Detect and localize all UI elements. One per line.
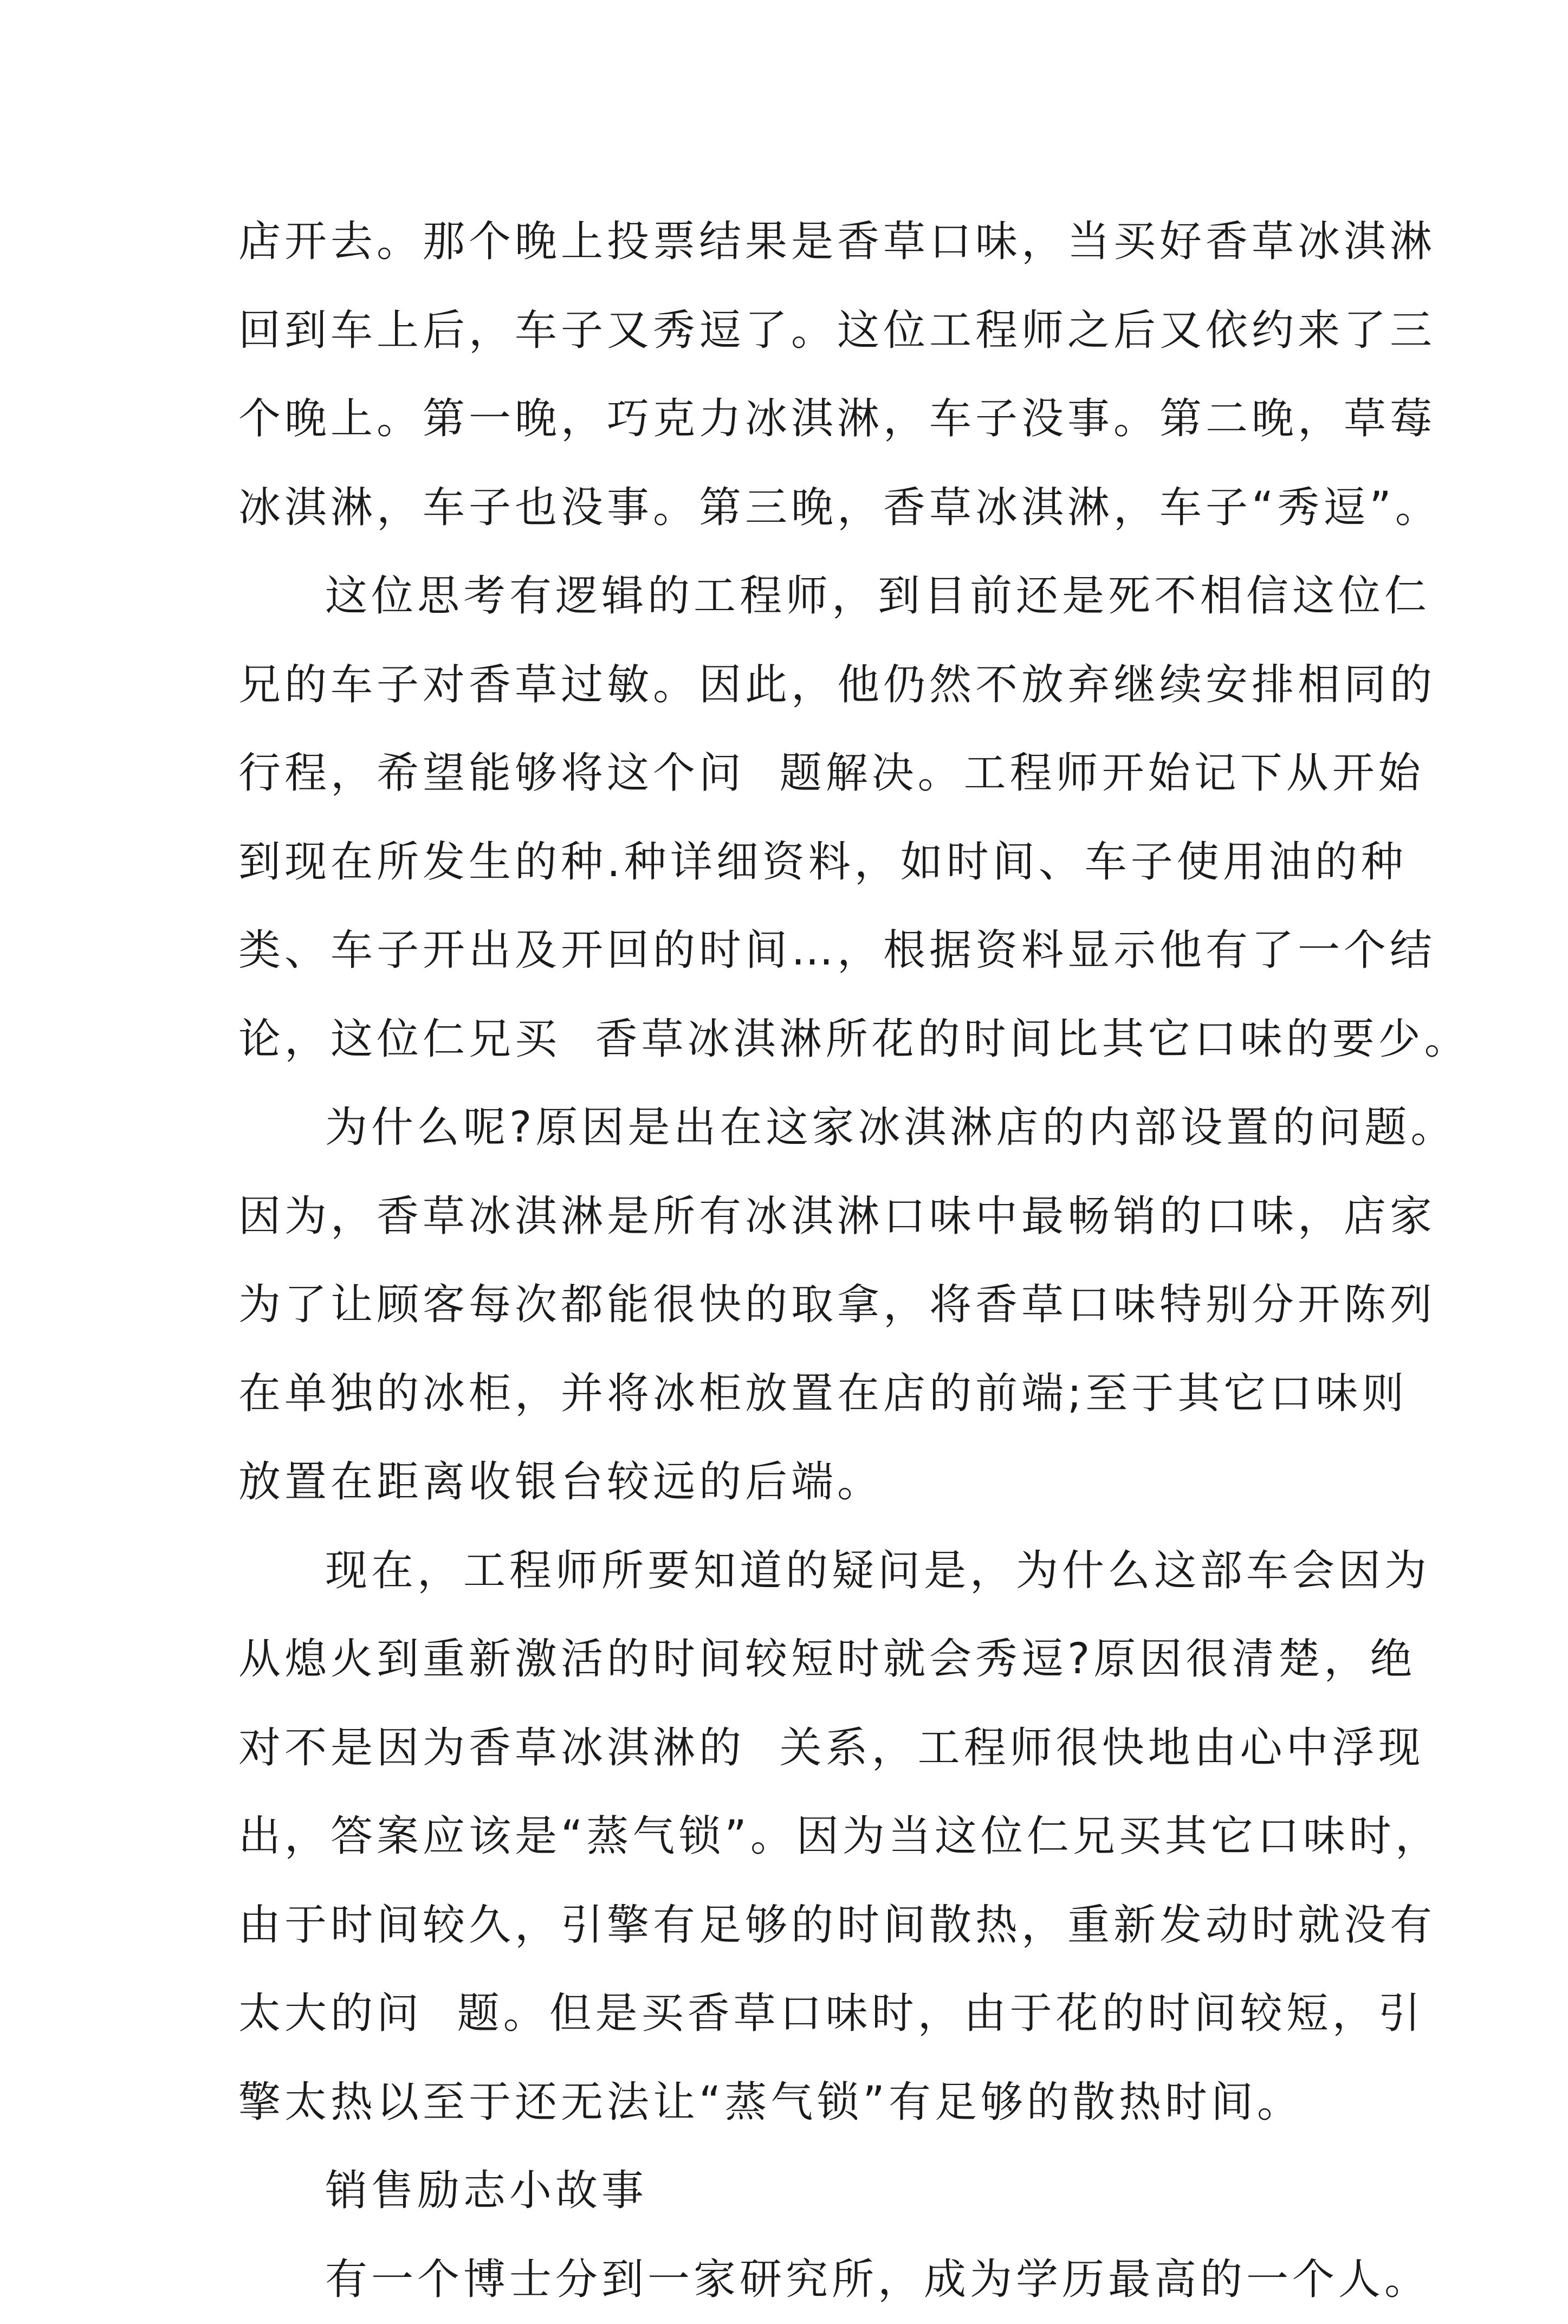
- text-line: 由于时间较久，引擎有足够的时间散热，重新发动时就没有: [238, 1881, 1365, 1970]
- text-line: 为了让顾客每次都能很快的取拿，将香草口味特别分开陈列: [238, 1261, 1365, 1350]
- text-line: 店开去。那个晚上投票结果是香草口味，当买好香草冰淇淋: [238, 198, 1365, 287]
- text-line: 回到车上后，车子又秀逗了。这位工程师之后又依约来了三: [238, 287, 1365, 376]
- text-line: 太大的问 题。但是买香草口味时，由于花的时间较短，引: [238, 1970, 1365, 2058]
- text-line: 擎太热以至于还无法让“蒸气锁”有足够的散热时间。: [238, 2058, 1365, 2147]
- text-line: 论，这位仁兄买 香草冰淇淋所花的时间比其它口味的要少。: [238, 995, 1365, 1084]
- text-line: 在单独的冰柜，并将冰柜放置在店的前端;至于其它口味则: [238, 1350, 1365, 1439]
- text-line: 类、车子开出及开回的时间…，根据资料显示他有了一个结: [238, 907, 1365, 995]
- text-line: 到现在所发生的种.种详细资料，如时间、车子使用油的种: [238, 818, 1365, 907]
- section-heading: 销售励志小故事: [238, 2147, 1365, 2236]
- paragraph-start-line: 有一个博士分到一家研究所，成为学历最高的一个人。: [238, 2236, 1365, 2324]
- text-line: 行程，希望能够将这个问 题解决。工程师开始记下从开始: [238, 729, 1365, 818]
- text-line: 放置在距离收银台较远的后端。: [238, 1438, 1365, 1527]
- text-line: 个晚上。第一晚，巧克力冰淇淋，车子没事。第二晚，草莓: [238, 375, 1365, 464]
- text-line: 出，答案应该是“蒸气锁”。因为当这位仁兄买其它口味时，: [238, 1792, 1365, 1881]
- text-line: 冰淇淋，车子也没事。第三晚，香草冰淇淋，车子“秀逗”。: [238, 464, 1365, 553]
- text-line: 因为，香草冰淇淋是所有冰淇淋口味中最畅销的口味，店家: [238, 1173, 1365, 1261]
- paragraph-start-line: 这位思考有逻辑的工程师，到目前还是死不相信这位仁: [238, 552, 1365, 641]
- paragraph-start-line: 现在，工程师所要知道的疑问是，为什么这部车会因为: [238, 1527, 1365, 1616]
- text-line: 对不是因为香草冰淇淋的 关系，工程师很快地由心中浮现: [238, 1704, 1365, 1793]
- paragraph-start-line: 为什么呢?原因是出在这家冰淇淋店的内部设置的问题。: [238, 1084, 1365, 1173]
- text-line: 兄的车子对香草过敏。因此，他仍然不放弃继续安排相同的: [238, 641, 1365, 730]
- text-line: 从熄火到重新激活的时间较短时就会秀逗?原因很清楚，绝: [238, 1615, 1365, 1704]
- body-text: [238, 198, 1365, 2324]
